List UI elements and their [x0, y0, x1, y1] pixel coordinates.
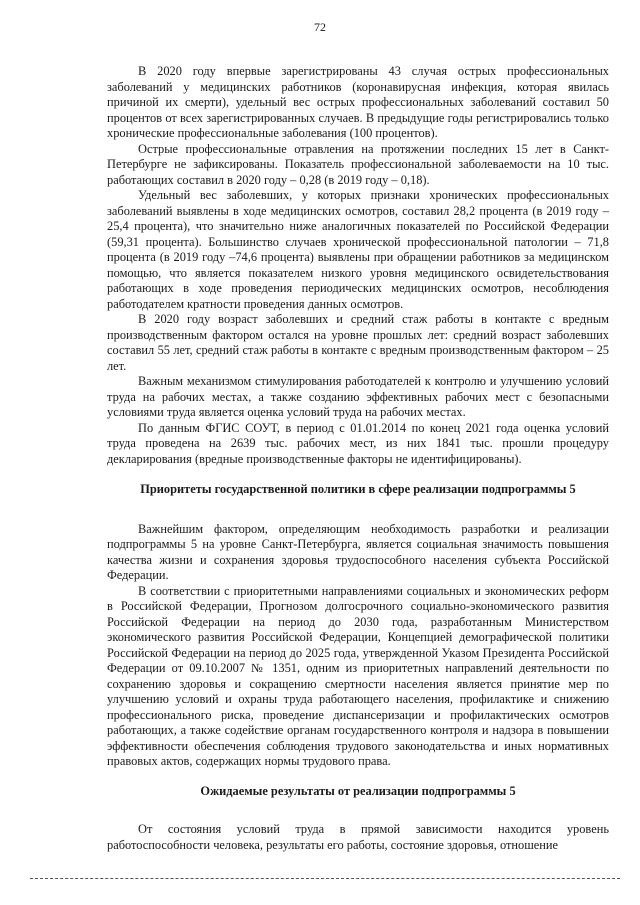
paragraph: Важнейшим фактором, определяющим необходимость разработки и реализации подпрограммы 5 на уровне Санкт-Петербурга, является социальная значимость повышения качества жизни и сохранения здоровья трудоспособного населения субъекта Российской Федерации.: [107, 521, 609, 582]
section-heading-priorities: Приоритеты государственной политики в сфере реализации подпрограммы 5: [140, 482, 576, 496]
paragraph: Удельный вес заболевших, у которых признаки хронических профессиональных заболеваний выявлены в ходе медицинских осмотров, составил 28,2 процента (в 2019 году – 25,4 процента), что значительно ниже аналогичных показателей по Российской Федерации (59,31 процента). Большинство случаев хронической профессиональной патологии – 71,8 процента (в 2019 году –74,6 процента) выявлены при обращении работников за медицинском помощью, что является показателем низкого уровня медицинского освидетельствования работающих в ходе проведения периодических медицинских осмотров, несоблюдения работодателем кратности проведения данных осмотров.: [107, 188, 609, 311]
paragraph: От состояния условий труда в прямой зависимости находится уровень работоспособности человека, результаты его работы, состояние здоровья, отношение: [107, 822, 609, 852]
document-body: [107, 64, 609, 853]
paragraph: В 2020 году впервые зарегистрированы 43 случая острых профессиональных заболеваний у медицинских работников (коронавирусная инфекция, которая явилась причиной их смерти), удельный вес острых профессиональных заболеваний составил 50 процентов от всех зарегистрированных случаев. В предыдущие годы регистрировались только хронические профессиональные заболевания (100 процентов).: [107, 64, 609, 140]
paragraph: В 2020 году возраст заболевших и средний стаж работы в контакте с вредным производственным фактором остался на уровне прошлых лет: средний возраст заболевших составил 55 лет, средний стаж работы в контакте с вредным производственным фактором – 25 лет.: [107, 312, 609, 373]
section-heading-expected-results: Ожидаемые результаты от реализации подпрограммы 5: [200, 783, 516, 798]
page-number: 72: [314, 20, 326, 34]
paragraph: В соответствии с приоритетными направлениями социальных и экономических реформ в Российской Федерации, Прогнозом долгосрочного социально-экономического развития Российской Федерации на период до 2030 года, разработанным Министерством экономического развития Российской Федерации, Концепцией демографической политики Российской Федерации на период до 2025 года, утвержденной Указом Президента Российской Федерации от 09.10.2007 № 1351, одним из приоритетных направлений деятельности по сохранению здоровья и сокращению смертности населения является принятие мер по улучшению условий и охраны труда работающего населения, профилактике и снижению профессионального риска, проведение диспансеризации и профилактических осмотров работающих, а также содействие органам государственного контроля и надзора в повышении эффективности обеспечения соблюдения трудового законодательства и иных нормативных правовых актов, содержащих нормы трудового права.: [107, 583, 609, 768]
paragraph: Острые профессиональные отравления на протяжении последних 15 лет в Санкт-Петербурге не зафиксированы. Показатель профессиональной заболеваемости на 10 тыс. работающих составил в 2020 году – 0,28 (в 2019 году – 0,18).: [107, 141, 609, 187]
page-bottom-edge: [30, 878, 620, 879]
paragraph: Важным механизмом стимулирования работодателей к контролю и улучшению условий труда на рабочих местах, а также созданию эффективных рабочих мест с безопасными условиями труда является оценка условий труда на рабочих местах.: [107, 374, 609, 419]
paragraph: По данным ФГИС СОУТ, в период с 01.01.2014 по конец 2021 года оценка условий труда проведена на 2639 тыс. рабочих мест, из них 1841 тыс. прошли процедуру декларирования (вредные производственные факторы не идентифицированы).: [107, 420, 609, 466]
